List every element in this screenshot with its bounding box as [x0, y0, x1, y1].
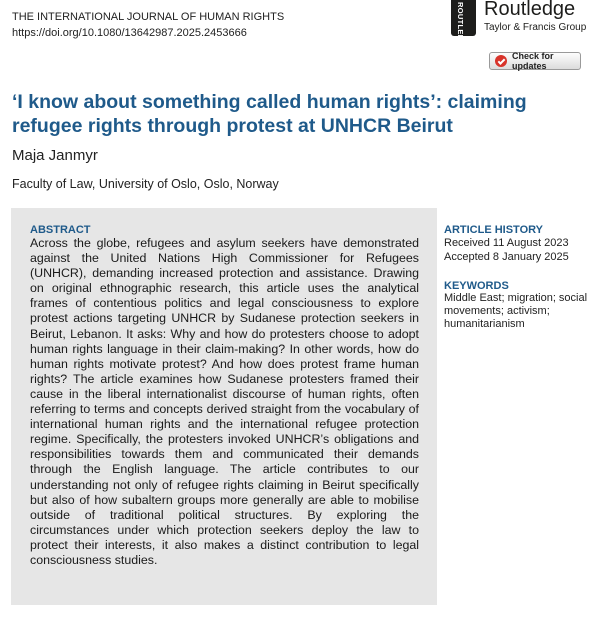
- author-affiliation: Faculty of Law, University of Oslo, Oslo, Norway: [12, 177, 279, 191]
- publisher-subtitle: Taylor & Francis Group: [484, 22, 587, 33]
- check-badge-icon: [495, 55, 507, 67]
- journal-name: THE INTERNATIONAL JOURNAL OF HUMAN RIGHTS: [12, 11, 285, 23]
- received-date: Received 11 August 2023: [444, 237, 569, 249]
- keywords-heading: KEYWORDS: [444, 280, 509, 292]
- article-author: Maja Janmyr: [12, 147, 98, 164]
- abstract-text: Across the globe, refugees and asylum seekers have demonstrated against the United Nations High Commissioner for Refugees (UNHCR), demanding increased protection and assistance. Drawing on original ethnographic research, this article uses the analytical frames of contentious politics and legal consciousness to explore protest actions targeting UNHCR by Sudanese protection seekers in Beirut, Lebanon. It asks: Why and how do protesters choose to adopt human rights language in their claim-making? In other words, how do human rights motivate protest? And how does protest frame human rights? The article examines how Sudanese protesters framed their cause in the liberal internationalist discourse of human rights, often referring to terms and concepts derived straight from the vocabulary of international human rights and the international refugee protection regime. Specifically, the protesters invoked UNHCR’s obligations and responsibilities towards them and communicated their demands through the English language. The article contributes to our understanding not only of refugee rights claiming in Beirut specifically but also of how subaltern groups more generally are able to mobilise outside of traditional political structures. By exploring the circumstances under which protection seekers deploy the law to protect their interests, it also makes a distinct contribution to legal consciousness studies.: [30, 236, 419, 567]
- publisher-brand: [451, 0, 601, 52]
- check-for-updates-button[interactable]: [489, 52, 581, 70]
- journal-header: [12, 9, 284, 41]
- routledge-logo-text: ROUTLEDGE: [456, 2, 465, 52]
- article-history-heading: ARTICLE HISTORY: [444, 224, 544, 236]
- article-title: ‘I know about something called human rights’: claiming refugee rights through protest at UNHCR Beirut: [12, 91, 527, 137]
- accepted-date: Accepted 8 January 2025: [444, 251, 569, 263]
- keywords-list: Middle East; migration; social movements; activism; humanitarianism: [444, 292, 588, 330]
- routledge-logo-icon: [451, 0, 476, 52]
- check-for-updates-label: Check for updates: [512, 51, 554, 71]
- abstract-heading: ABSTRACT: [30, 224, 91, 236]
- article-sidebar: [444, 224, 594, 331]
- publisher-name: Routledge: [484, 0, 576, 20]
- abstract-section: [11, 208, 437, 605]
- article-doi[interactable]: https://doi.org/10.1080/13642987.2025.2453666: [12, 27, 247, 39]
